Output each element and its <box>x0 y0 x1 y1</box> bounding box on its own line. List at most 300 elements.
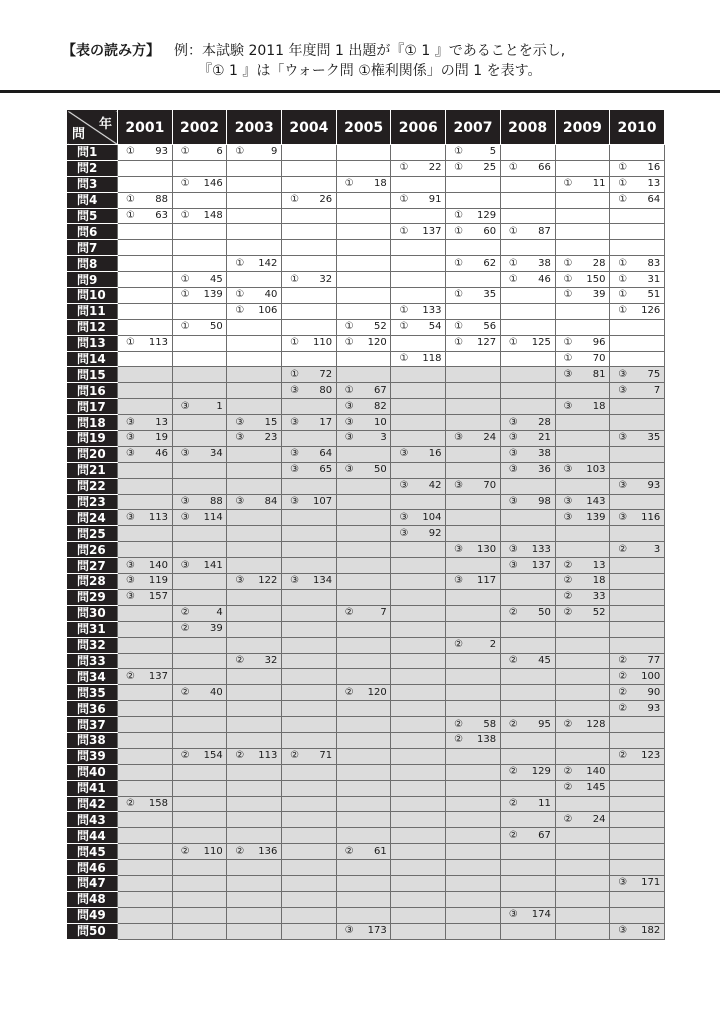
table-cell <box>118 907 173 923</box>
table-cell <box>391 828 446 844</box>
table-cell <box>500 145 555 161</box>
question-label: 問49 <box>68 907 118 923</box>
table-cell <box>227 685 282 701</box>
volume-marker: ① <box>344 178 354 190</box>
table-cell <box>500 621 555 637</box>
volume-marker: ③ <box>126 448 135 460</box>
table-cell <box>336 303 391 319</box>
question-label: 問20 <box>68 446 118 462</box>
table-cell <box>336 637 391 653</box>
table-cell <box>172 160 227 176</box>
table-cell <box>118 923 173 939</box>
table-cell <box>610 732 665 748</box>
year-header-2002: 2002 <box>172 111 227 145</box>
question-number: 148 <box>203 210 223 221</box>
year-header-2007: 2007 <box>446 111 501 145</box>
table-cell <box>336 145 391 161</box>
table-cell <box>610 605 665 621</box>
table-cell <box>118 240 173 256</box>
table-cell <box>118 303 173 319</box>
table-cell <box>610 558 665 574</box>
volume-marker: ③ <box>344 464 354 476</box>
volume-marker: ② <box>563 607 573 619</box>
table-cell <box>391 462 446 478</box>
volume-marker: ② <box>618 686 628 698</box>
table-cell <box>282 923 337 939</box>
question-number: 65 <box>319 464 333 476</box>
corner-header <box>68 111 118 145</box>
header-line-1 <box>62 40 565 60</box>
table-cell <box>336 399 391 415</box>
table-cell <box>282 446 337 462</box>
table-cell <box>118 732 173 748</box>
table-cell <box>172 208 227 224</box>
table-cell <box>172 812 227 828</box>
question-number: 33 <box>592 591 606 603</box>
table-cell <box>391 780 446 796</box>
question-number: 28 <box>592 257 606 269</box>
volume-marker: ③ <box>290 384 300 396</box>
table-cell <box>282 701 337 717</box>
table-cell <box>282 399 337 415</box>
volume-marker: ② <box>235 750 245 762</box>
table-cell <box>118 224 173 240</box>
table-cell <box>282 335 337 351</box>
table-cell <box>446 272 501 288</box>
volume-marker: ③ <box>508 416 518 428</box>
question-label: 問1 <box>68 145 118 161</box>
table-cell <box>500 335 555 351</box>
table-cell <box>227 812 282 828</box>
table-cell <box>446 844 501 860</box>
table-cell <box>227 478 282 494</box>
table-cell <box>391 208 446 224</box>
question-number: 46 <box>155 448 168 460</box>
volume-marker: ② <box>563 766 573 778</box>
table-cell <box>555 462 610 478</box>
volume-marker: ③ <box>399 448 409 460</box>
question-label: 問38 <box>68 732 118 748</box>
question-number: 127 <box>477 337 497 349</box>
table-cell <box>555 192 610 208</box>
table-cell <box>610 256 665 272</box>
question-number: 122 <box>258 575 278 587</box>
question-number: 136 <box>258 845 278 857</box>
volume-marker: ③ <box>126 416 135 428</box>
question-number: 52 <box>592 607 606 619</box>
volume-marker: ③ <box>235 416 245 428</box>
table-cell <box>446 907 501 923</box>
volume-marker: ① <box>454 146 464 158</box>
table-cell <box>282 367 337 383</box>
volume-marker: ③ <box>180 496 190 508</box>
table-cell <box>227 256 282 272</box>
question-label: 問8 <box>68 256 118 272</box>
table-row <box>68 828 665 844</box>
volume-marker: ② <box>290 750 300 762</box>
table-cell <box>610 860 665 876</box>
table-cell <box>446 462 501 478</box>
volume-marker: ① <box>454 337 464 349</box>
question-number: 87 <box>538 225 551 237</box>
table-row <box>68 367 665 383</box>
question-number: 9 <box>271 146 278 158</box>
question-number: 100 <box>641 670 661 682</box>
table-cell <box>336 796 391 812</box>
header-example-text: 例：本試験 2011 年度問 1 出題が『① 1 』であることを示し, <box>174 43 566 59</box>
table-cell <box>446 637 501 653</box>
question-number: 18 <box>592 575 606 587</box>
volume-marker: ① <box>618 194 628 206</box>
table-cell <box>446 860 501 876</box>
question-number: 71 <box>319 750 333 762</box>
table-cell <box>610 383 665 399</box>
question-number: 113 <box>148 511 168 523</box>
table-cell <box>500 510 555 526</box>
table-cell <box>555 764 610 780</box>
table-cell <box>172 796 227 812</box>
table-cell <box>446 446 501 462</box>
volume-marker: ① <box>618 289 628 301</box>
table-cell <box>500 701 555 717</box>
question-number: 174 <box>531 909 551 921</box>
table-row <box>68 208 665 224</box>
table-cell <box>282 685 337 701</box>
table-cell <box>227 860 282 876</box>
table-cell <box>118 367 173 383</box>
table-cell <box>391 351 446 367</box>
table-cell <box>610 653 665 669</box>
volume-marker: ③ <box>126 591 135 603</box>
table-row <box>68 224 665 240</box>
table-cell <box>227 875 282 891</box>
table-cell <box>391 192 446 208</box>
question-number: 125 <box>531 337 551 349</box>
table-cell <box>336 574 391 590</box>
table-cell <box>610 510 665 526</box>
table-cell <box>555 701 610 717</box>
table-cell <box>555 351 610 367</box>
table-cell <box>500 574 555 590</box>
table-row <box>68 907 665 923</box>
table-cell <box>227 574 282 590</box>
table-cell <box>555 860 610 876</box>
table-cell <box>118 208 173 224</box>
table-cell <box>391 510 446 526</box>
table-cell <box>227 399 282 415</box>
table-cell <box>446 828 501 844</box>
volume-marker: ② <box>344 607 354 619</box>
question-number: 11 <box>538 797 551 809</box>
volume-marker: ① <box>563 257 573 269</box>
volume-marker: ② <box>180 750 190 762</box>
table-cell <box>555 574 610 590</box>
header-label: 【表の読み方】 <box>62 43 160 59</box>
year-header-2001: 2001 <box>118 111 173 145</box>
question-number: 133 <box>422 305 442 317</box>
question-label: 問11 <box>68 303 118 319</box>
table-cell <box>555 288 610 304</box>
question-number: 2 <box>489 639 497 651</box>
question-label: 問28 <box>68 574 118 590</box>
table-row <box>68 717 665 733</box>
volume-marker: ② <box>563 718 573 730</box>
table-cell <box>610 764 665 780</box>
table-cell <box>227 510 282 526</box>
table-cell <box>555 526 610 542</box>
question-number: 50 <box>374 464 387 476</box>
question-number: 104 <box>422 511 442 523</box>
table-cell <box>610 526 665 542</box>
volume-marker: ② <box>180 686 190 698</box>
table-cell <box>227 145 282 161</box>
volume-marker: ③ <box>399 527 409 539</box>
question-number: 13 <box>592 559 606 571</box>
table-cell <box>391 732 446 748</box>
table-cell <box>336 478 391 494</box>
question-number: 5 <box>489 146 497 158</box>
table-cell <box>336 860 391 876</box>
volume-marker: ③ <box>563 368 573 380</box>
table-body <box>68 145 665 940</box>
table-row <box>68 303 665 319</box>
table-cell <box>172 176 227 192</box>
question-number: 81 <box>592 368 606 380</box>
table-cell <box>391 272 446 288</box>
volume-marker: ③ <box>126 511 135 523</box>
volume-marker: ③ <box>618 432 628 444</box>
volume-marker: ① <box>508 162 518 174</box>
table-cell <box>172 462 227 478</box>
table-cell <box>118 780 173 796</box>
volume-marker: ① <box>344 321 354 333</box>
table-cell <box>282 844 337 860</box>
question-label: 問50 <box>68 923 118 939</box>
table-cell <box>227 526 282 542</box>
table-cell <box>172 224 227 240</box>
question-label: 問46 <box>68 860 118 876</box>
table-cell <box>500 653 555 669</box>
table-row <box>68 669 665 685</box>
table-cell <box>118 446 173 462</box>
volume-marker: ① <box>126 210 135 221</box>
table-cell <box>172 701 227 717</box>
question-number: 77 <box>647 654 661 666</box>
table-cell <box>282 256 337 272</box>
question-label: 問10 <box>68 288 118 304</box>
volume-marker: ③ <box>618 511 628 523</box>
table-cell <box>172 446 227 462</box>
table-cell <box>446 780 501 796</box>
table-cell <box>282 208 337 224</box>
table-cell <box>555 621 610 637</box>
table-cell <box>610 208 665 224</box>
table-cell <box>172 288 227 304</box>
table-cell <box>610 446 665 462</box>
table-cell <box>227 272 282 288</box>
table-cell <box>336 256 391 272</box>
volume-marker: ① <box>290 273 300 285</box>
question-number: 140 <box>148 559 168 571</box>
table-cell <box>391 860 446 876</box>
question-number: 137 <box>531 559 551 571</box>
table-cell <box>610 574 665 590</box>
table-cell <box>227 637 282 653</box>
table-cell <box>446 812 501 828</box>
volume-marker: ③ <box>344 925 354 937</box>
table-cell <box>172 494 227 510</box>
table-cell <box>555 446 610 462</box>
table-cell <box>610 701 665 717</box>
table-cell <box>282 653 337 669</box>
year-header-2004: 2004 <box>282 111 337 145</box>
table-cell <box>610 351 665 367</box>
table-cell <box>446 192 501 208</box>
volume-marker: ① <box>180 273 190 285</box>
table-cell <box>446 176 501 192</box>
question-number: 35 <box>483 289 497 301</box>
table-cell <box>227 764 282 780</box>
table-cell <box>391 875 446 891</box>
table-cell <box>446 574 501 590</box>
table-cell <box>500 526 555 542</box>
table-cell <box>336 748 391 764</box>
volume-marker: ② <box>563 591 573 603</box>
table-cell <box>172 335 227 351</box>
table-row <box>68 605 665 621</box>
volume-marker: ③ <box>563 464 573 476</box>
volume-marker: ① <box>563 273 573 285</box>
question-label: 問42 <box>68 796 118 812</box>
table-cell <box>610 685 665 701</box>
table-cell <box>446 875 501 891</box>
table-cell <box>500 860 555 876</box>
question-number: 58 <box>483 718 497 730</box>
volume-marker: ① <box>235 289 245 301</box>
question-number: 142 <box>258 257 278 269</box>
question-label: 問33 <box>68 653 118 669</box>
table-cell <box>555 431 610 447</box>
table-cell <box>500 399 555 415</box>
table-cell <box>555 558 610 574</box>
volume-marker: ① <box>454 321 464 333</box>
question-number: 93 <box>647 702 661 714</box>
volume-marker: ③ <box>344 432 354 444</box>
question-label: 問43 <box>68 812 118 828</box>
table-row <box>68 145 665 161</box>
table-cell <box>282 431 337 447</box>
volume-marker: ② <box>344 686 354 698</box>
table-cell <box>555 669 610 685</box>
table-cell <box>336 288 391 304</box>
table-cell <box>282 192 337 208</box>
table-cell <box>282 145 337 161</box>
table-cell <box>610 478 665 494</box>
question-number: 56 <box>483 321 497 333</box>
table-cell <box>282 160 337 176</box>
volume-marker: ③ <box>618 925 628 937</box>
table-cell <box>555 637 610 653</box>
table-cell <box>610 637 665 653</box>
question-number: 45 <box>538 654 551 666</box>
table-cell <box>282 669 337 685</box>
question-number: 139 <box>203 289 223 301</box>
question-number: 82 <box>374 400 387 412</box>
table-cell <box>391 542 446 558</box>
header-rule <box>0 90 720 93</box>
table-cell <box>172 351 227 367</box>
table-row <box>68 764 665 780</box>
question-number: 117 <box>477 575 497 587</box>
volume-marker: ② <box>618 654 628 666</box>
question-number: 133 <box>531 543 551 555</box>
question-label: 問29 <box>68 589 118 605</box>
table-cell <box>555 176 610 192</box>
question-label: 問16 <box>68 383 118 399</box>
table-cell <box>555 494 610 510</box>
table-cell <box>391 145 446 161</box>
table-row <box>68 192 665 208</box>
table-cell <box>118 192 173 208</box>
table-cell <box>282 272 337 288</box>
table-cell <box>446 923 501 939</box>
question-number: 106 <box>258 305 278 317</box>
table-cell <box>555 303 610 319</box>
table-cell <box>227 176 282 192</box>
table-cell <box>446 160 501 176</box>
table-cell <box>336 701 391 717</box>
table-cell <box>336 351 391 367</box>
table-cell <box>500 542 555 558</box>
volume-marker: ② <box>563 782 573 794</box>
table-cell <box>610 145 665 161</box>
table-cell <box>336 589 391 605</box>
table-cell <box>118 256 173 272</box>
table-cell <box>118 415 173 431</box>
table-cell <box>500 875 555 891</box>
question-label: 問14 <box>68 351 118 367</box>
question-number: 16 <box>647 162 661 174</box>
volume-marker: ③ <box>508 432 518 444</box>
table-cell <box>391 923 446 939</box>
volume-marker: ① <box>454 210 464 221</box>
question-number: 158 <box>148 797 168 809</box>
question-number: 72 <box>319 368 333 380</box>
table-cell <box>227 303 282 319</box>
table-cell <box>500 431 555 447</box>
question-number: 90 <box>647 686 661 698</box>
question-number: 88 <box>209 496 223 508</box>
table-cell <box>610 748 665 764</box>
question-number: 67 <box>374 384 387 396</box>
volume-marker: ① <box>290 194 300 206</box>
table-cell <box>555 780 610 796</box>
question-number: 83 <box>647 257 661 269</box>
question-number: 39 <box>592 289 606 301</box>
question-number: 54 <box>428 321 442 333</box>
table-cell <box>118 589 173 605</box>
table-cell <box>336 335 391 351</box>
table-cell <box>555 145 610 161</box>
volume-marker: ③ <box>508 496 518 508</box>
table-cell <box>610 907 665 923</box>
table-cell <box>610 303 665 319</box>
table-cell <box>500 764 555 780</box>
table-cell <box>336 462 391 478</box>
question-number: 146 <box>203 178 223 190</box>
table-cell <box>118 860 173 876</box>
table-cell <box>336 828 391 844</box>
